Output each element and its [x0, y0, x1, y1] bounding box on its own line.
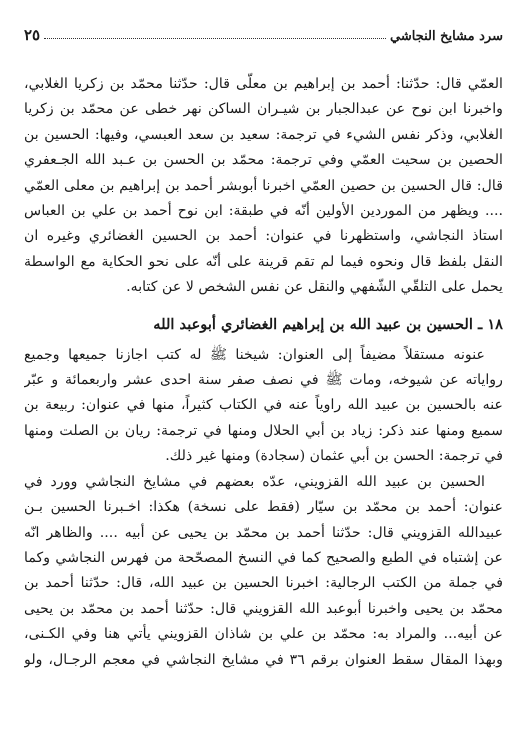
text-line: عنونه مستقلاً مضيفاً إلى العنوان: شيخنا ﷺ له كتب اجازنا جميعها وجميع	[24, 346, 485, 363]
text-line: .... ويظهر من الموردين الأولين أنّه في طبقة: ابن نوح أحمد بن علي بن العباس	[24, 203, 503, 220]
running-title: سرد مشايخ النجاشي	[389, 29, 503, 44]
text-line: عن أبيه... والمراد به: محمّد بن علي بن شاذان القزويني يأتي هنا وفي الكـنى،	[24, 626, 503, 643]
paragraph-3	[24, 470, 503, 673]
text-line: سميع ومنها عند ذكر: زياد بن أبي الحلال ومنها في ترجمة: ريان بن الصلت ومنها	[24, 422, 503, 439]
text-line: الحصين بن سحيت العمّي وفي ترجمة: محمّد بن الحسن بن عـبد الله الجـعفري	[24, 152, 503, 169]
paragraph-1	[24, 72, 503, 301]
text-line: الغلابي، وذكر نفس الشيء في ترجمة: سعيد بن سعد العبسي، وفيها: الحسين بن	[24, 126, 503, 143]
text-line: رواياته عن شيوخه، ومات ﷺ في نصف صفر سنة احدى عشر واربعمائة و عبّر	[24, 372, 503, 389]
text-line: محمّد بن يحيى واخبرنا أبوعبد الله القزويني قال: حدّثنا أحمد بن محمّد بن يحيى	[24, 600, 503, 617]
text-line: العمّي قال: حدّثنا: أحمد بن إبراهيم بن معلّى قال: حدّثنا محمّد بن زكريا الغلابي،	[24, 76, 503, 92]
page-number: ٢٥	[24, 26, 41, 44]
text-line: عن إشتباه في الطبع والصحيح كما في النسخ المصحّحة من فهرس النجاشي وكما	[24, 549, 503, 566]
text-line: في جملة من الكتب الرجالية: اخبرنا الحسين بن عبيد الله، قال: حدّثنا أحمد بن	[24, 575, 503, 592]
page-header	[24, 18, 503, 44]
dotted-leader	[44, 38, 386, 39]
text-line: يحمل على التلقّي الشّفهي والنقل عن نفس الشخص لا عن كتابه.	[126, 279, 503, 296]
text-line: الحسين بن عبيد الله القزويني، عدّه بعضهم في مشايخ النجاشي وورد في	[24, 473, 485, 490]
paragraph-2	[24, 343, 503, 470]
text-line: استاذ النجاشي، واستظهرنا في عنوان: أحمد بن الحسين الغضائري وغيره ان	[24, 228, 503, 245]
text-line: عبيدالله القزويني قال: حدّثنا أحمد بن محمّد بن يحيى عن أبيه .... والظاهر انّه	[24, 524, 503, 541]
text-line: عنه بالحسين بن عبيد الله راوياً عنه في الكتاب كثيراً، منها في عنوان: ربيعة بن	[24, 397, 503, 414]
text-line: قال: قال الحسين بن حصين العمّي اخبرنا أبوبشر أحمد بن إبراهيم بن معلى العمّي	[24, 177, 503, 194]
page-body	[24, 72, 503, 673]
section-heading: ١٨ ـ الحسين بن عبيد الله بن إبراهيم الغضائري أبوعبد الله	[153, 315, 503, 333]
text-line: عنوان: أحمد بن محمّد بن سيّار (فقط على نسخة) هكذا: اخـبرنا الحسين بـن	[24, 499, 503, 516]
text-line: واخبرنا ابن نوح عن عبدالجبار بن شيـران الساكن نهر خطى عن محمّد بن زكريا	[24, 101, 503, 118]
text-line: في ترجمة: الحسن بن أبي عثمان (سجادة) ومنها غير ذلك.	[165, 448, 503, 465]
text-line: وبهذا المقال سقط العنوان برقم ٣٦ في مشايخ النجاشي في معجم الرجـال، ولو	[24, 651, 503, 668]
text-line: النقل بلفظ قال ونحوه فيما لم تقم قرينة على أنّه على نحو الحكاية مع الواسطة	[24, 253, 503, 270]
